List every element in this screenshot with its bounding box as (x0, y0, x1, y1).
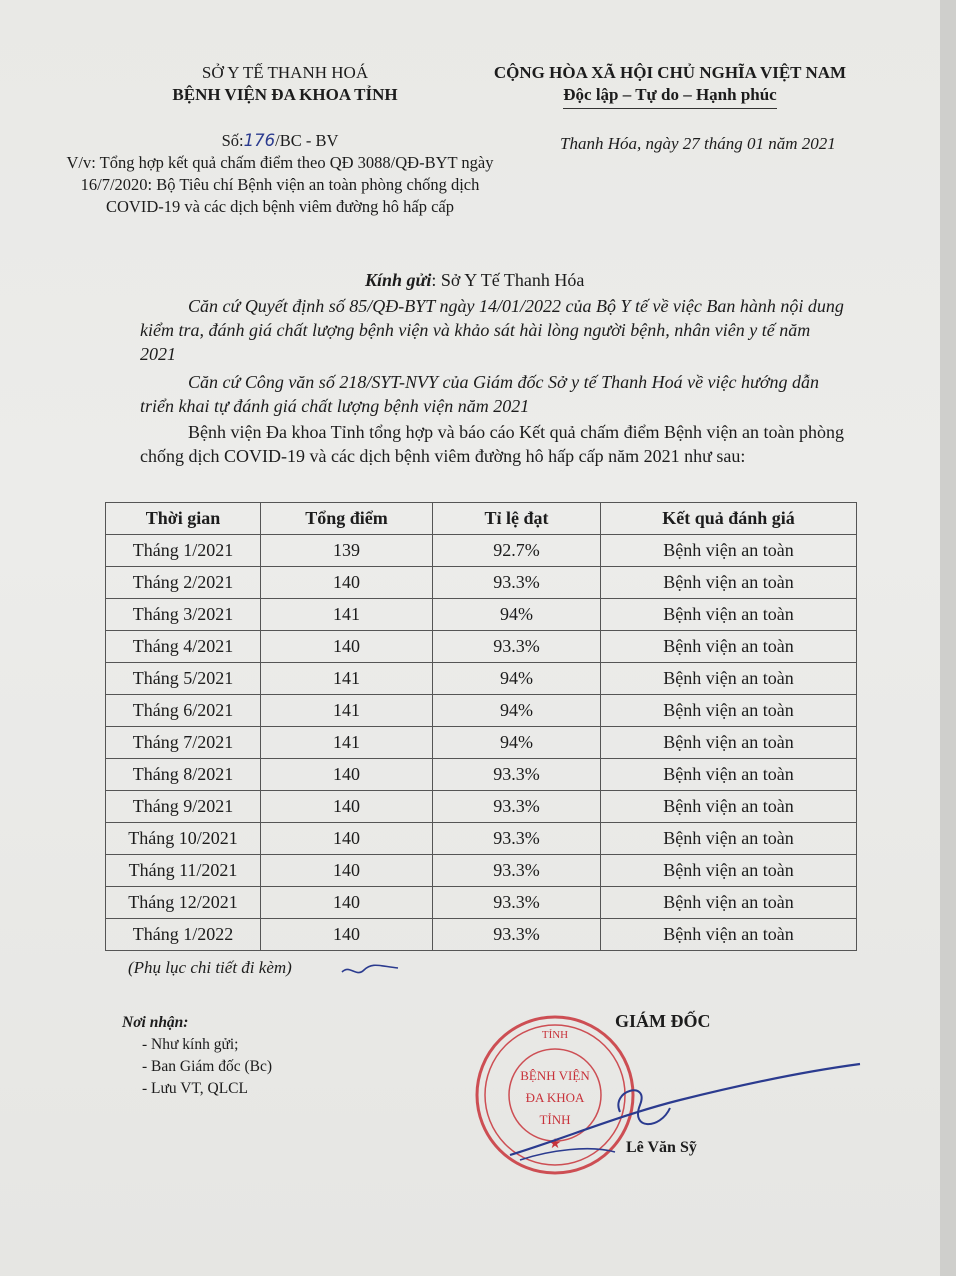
table-cell: 140 (261, 759, 433, 791)
table-cell: Tháng 4/2021 (106, 631, 261, 663)
column-header: Tổng điểm (261, 503, 433, 535)
table-cell: 93.3% (433, 887, 601, 919)
table-cell: Tháng 1/2021 (106, 535, 261, 567)
table-cell: Tháng 10/2021 (106, 823, 261, 855)
table-cell: 93.3% (433, 631, 601, 663)
recipients-title: Nơi nhận: (122, 1014, 189, 1031)
table-row (106, 727, 857, 759)
page-edge (940, 0, 956, 1276)
table-row (106, 599, 857, 631)
stamp-star-icon: ★ (548, 1137, 562, 1152)
table-cell: Tháng 11/2021 (106, 855, 261, 887)
table-row (106, 887, 857, 919)
table-cell: 139 (261, 535, 433, 567)
reference-block (60, 130, 500, 218)
table-cell: 94% (433, 727, 601, 759)
table-cell: Tháng 7/2021 (106, 727, 261, 759)
issuer-block (115, 62, 455, 106)
appendix-text: (Phụ lục chi tiết đi kèm) (128, 958, 292, 977)
country-name: CỘNG HÒA XÃ HỘI CHỦ NGHĨA VIỆT NAM (493, 63, 847, 82)
table-cell: 93.3% (433, 823, 601, 855)
intro-paragraph: Bệnh viện Đa khoa Tỉnh tổng hợp và báo cáo Kết quả chấm điểm Bệnh viện an toàn phòng chống dịch COVID-19 và các dịch bệnh viêm đường hô hấp cấp năm 2021 như sau: (140, 422, 845, 466)
director-title: GIÁM ĐỐC (615, 1011, 711, 1031)
stamp-line-2: ĐA KHOA (525, 1090, 585, 1105)
table-cell: 141 (261, 599, 433, 631)
table-row (106, 631, 857, 663)
table-cell: Bệnh viện an toàn (601, 887, 857, 919)
basis-paragraph-2: Căn cứ Công văn số 218/SYT-NVY của Giám đốc Sở y tế Thanh Hoá về việc hướng dẫn triển khai tự đánh giá chất lượng bệnh viện năm 2021 (140, 372, 819, 416)
table-cell: 140 (261, 855, 433, 887)
table-row (106, 567, 857, 599)
table-cell: 140 (261, 823, 433, 855)
stamp-line-1: BỆNH VIỆN (520, 1068, 590, 1083)
salutation (365, 270, 584, 291)
table-cell: Bệnh viện an toàn (601, 631, 857, 663)
table-row (106, 663, 857, 695)
national-heading (460, 62, 880, 109)
table-cell: 93.3% (433, 759, 601, 791)
so-number: 176 (243, 131, 276, 150)
table-cell: 94% (433, 695, 601, 727)
table-header-row (106, 503, 857, 535)
table-cell: Bệnh viện an toàn (601, 599, 857, 631)
table-cell: Bệnh viện an toàn (601, 791, 857, 823)
signer-name: Lê Văn Sỹ (626, 1139, 697, 1156)
department-name: SỞ Y TẾ THANH HOÁ (201, 63, 369, 82)
table-row (106, 695, 857, 727)
table-row (106, 855, 857, 887)
table-cell: Tháng 12/2021 (106, 887, 261, 919)
hospital-name: BỆNH VIỆN ĐA KHOA TỈNH (172, 85, 398, 104)
table-cell: Tháng 8/2021 (106, 759, 261, 791)
table-row (106, 535, 857, 567)
motto: Độc lập – Tự do – Hạnh phúc (563, 84, 776, 109)
table-cell: 140 (261, 791, 433, 823)
salutation-label: Kính gửi (365, 270, 432, 290)
table-cell: 94% (433, 599, 601, 631)
table-cell: Tháng 5/2021 (106, 663, 261, 695)
salutation-recipient: : Sở Y Tế Thanh Hóa (431, 270, 585, 290)
table-cell: Tháng 1/2022 (106, 919, 261, 951)
table-row (106, 759, 857, 791)
results-table (105, 502, 857, 951)
table-row (106, 919, 857, 951)
table-cell: 140 (261, 887, 433, 919)
table-cell: Tháng 2/2021 (106, 567, 261, 599)
recipients-list (122, 1034, 272, 1100)
date-line: Thanh Hóa, ngày 27 tháng 01 năm 2021 (560, 134, 836, 153)
table-cell: Bệnh viện an toàn (601, 695, 857, 727)
recipients-block (122, 1012, 272, 1100)
table-cell: Bệnh viện an toàn (601, 567, 857, 599)
table-cell: 93.3% (433, 567, 601, 599)
stamp-line-3: TỈNH (539, 1112, 571, 1127)
recipient-item: - Lưu VT, QLCL (142, 1078, 272, 1100)
table-row (106, 791, 857, 823)
table-cell: Bệnh viện an toàn (601, 919, 857, 951)
subject-line: V/v: Tổng hợp kết quả chấm điểm theo QĐ 3088/QĐ-BYT ngày 16/7/2020: Bộ Tiêu chí Bệnh viện an toàn phòng chống dịch COVID-19 và các dịch bệnh viêm đường hô hấp cấp (66, 153, 494, 216)
table-cell: Bệnh viện an toàn (601, 855, 857, 887)
table-cell: Bệnh viện an toàn (601, 663, 857, 695)
table-cell: Bệnh viện an toàn (601, 823, 857, 855)
table-cell: 141 (261, 727, 433, 759)
table-cell: Bệnh viện an toàn (601, 535, 857, 567)
column-header: Kết quả đánh giá (601, 503, 857, 535)
so-prefix: Số: (221, 131, 244, 150)
table-cell: 141 (261, 663, 433, 695)
table-row (106, 823, 857, 855)
table-cell: 141 (261, 695, 433, 727)
table-cell: 140 (261, 567, 433, 599)
table-cell: 93.3% (433, 919, 601, 951)
column-header: Tỉ lệ đạt (433, 503, 601, 535)
so-suffix: /BC - BV (275, 131, 339, 150)
table-cell: 94% (433, 663, 601, 695)
column-header: Thời gian (106, 503, 261, 535)
recipient-item: - Như kính gửi; (142, 1034, 272, 1056)
table-cell: 93.3% (433, 791, 601, 823)
table-cell: Tháng 6/2021 (106, 695, 261, 727)
table-cell: Tháng 9/2021 (106, 791, 261, 823)
table-cell: 93.3% (433, 855, 601, 887)
table-cell: Tháng 3/2021 (106, 599, 261, 631)
recipient-item: - Ban Giám đốc (Bc) (142, 1056, 272, 1078)
table-cell: Bệnh viện an toàn (601, 759, 857, 791)
appendix-note (128, 958, 292, 978)
table-cell: 92.7% (433, 535, 601, 567)
table-cell: 140 (261, 919, 433, 951)
table-cell: 140 (261, 631, 433, 663)
handwritten-mark-icon (340, 960, 400, 980)
table-cell: Bệnh viện an toàn (601, 727, 857, 759)
basis-paragraph-1: Căn cứ Quyết định số 85/QĐ-BYT ngày 14/01/2022 của Bộ Y tế về việc Ban hành nội dung kiểm tra, đánh giá chất lượng bệnh viện và khảo sát hài lòng người bệnh, nhân viên y tế năm 2021 (140, 296, 844, 364)
stamp-top-text: TỈNH (541, 1029, 569, 1041)
